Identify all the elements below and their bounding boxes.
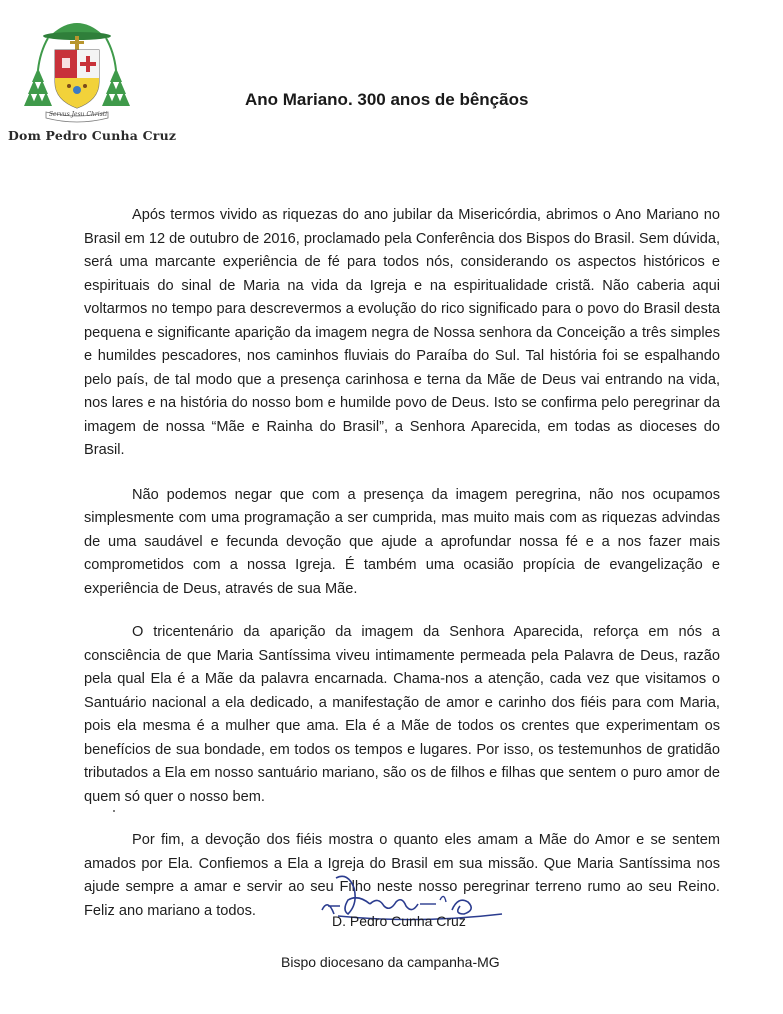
signer-role: Bispo diocesano da campanha-MG	[281, 954, 500, 970]
paragraph-1: Após termos vivido as riquezas do ano jubilar da Misericórdia, abrimos o Ano Mariano no Brasil em 12 de outubro de 2016, proclamado pela Conferência dos Bispos do Brasil. Sem dúvida, será uma marcante experiência de fé para todos nós, considerando os aspectos históricos e espirituais do sinal de Maria na vida da Igreja e na espiritualidade cristã. Não caberia aqui voltarmos no tempo para descrevermos a evolução do rico significado para o povo do Brasil desta pequena e significante aparição da imagem negra de Nossa senhora da Conceição a três simples e humildes pescadores, nos caminhos fluviais do Paraíba do Sul. Tal história foi se espalhando pelo país, de tal modo que a presença carinhosa e terna da Mãe de Deus vai entrando na vida, nos lares e na história do nosso bom e humilde povo de Deus. Isto se confirma pelo peregrinar da imagem de nossa “Mãe e Rainha do Brasil”, a Senhora Aparecida, em todas as dioceses do Brasil.	[84, 207, 721, 458]
paragraph-3: O tricentenário da aparição da imagem da Senhora Aparecida, reforça em nós a consciência de que Maria Santíssima viveu intimamente permeada pela Palavra de Deus, razão pela qual Ela é a Mãe da palavra encarnada. Chama-nos a atenção, cada vez que visitamos o Santuário nacional a ela dedicado, a manifestação de amor e carinho dos fiéis para com Maria, pois ela mesma é a mulher que ama. Ela é a Mãe de todos os crentes que experimentam os benefícios de sua bondade, em todos os tempos e lugares. Por isso, os testemunhos de gratidão tributados a Ela em nosso santuário mariano, são os de filhos e filhas que sentem o puro amor de quem só quer o nosso bem.	[84, 624, 720, 805]
coat-of-arms-icon	[22, 12, 132, 124]
letter-body	[84, 204, 720, 943]
stray-dot	[113, 810, 115, 812]
coat-of-arms-motto: Servus Jesu Christi	[48, 111, 108, 118]
signer-name: D. Pedro Cunha Cruz	[332, 913, 466, 929]
bishop-name-heading: Dom Pedro Cunha Cruz	[8, 128, 177, 143]
document-title: Ano Mariano. 300 anos de bênçãos	[245, 90, 529, 109]
paragraph-4: Por fim, a devoção dos fiéis mostra o quanto eles amam a Mãe do Amor e se sentem amados por Ela. Confiemos a Ela a Igreja do Brasil em sua missão. Que Maria Santíssima nos ajude sempre a amar e servir ao seu Filho neste nosso peregrinar terreno rumo ao seu Reino. Feliz ano mariano a todos.	[84, 832, 720, 919]
coat-of-arms	[22, 12, 132, 124]
paragraph-2: Não podemos negar que com a presença da imagem peregrina, não nos ocupamos simplesmente com uma programação a ser cumprida, mas muito mais com as riquezas advindas de uma saudável e fecunda devoção que ajude a aprofundar nossa fé e a nos fazer mais comprometidos com a nossa Igreja. É também uma ocasião propícia de evangelização e experiência de Deus, através de sua Mãe.	[84, 486, 720, 597]
